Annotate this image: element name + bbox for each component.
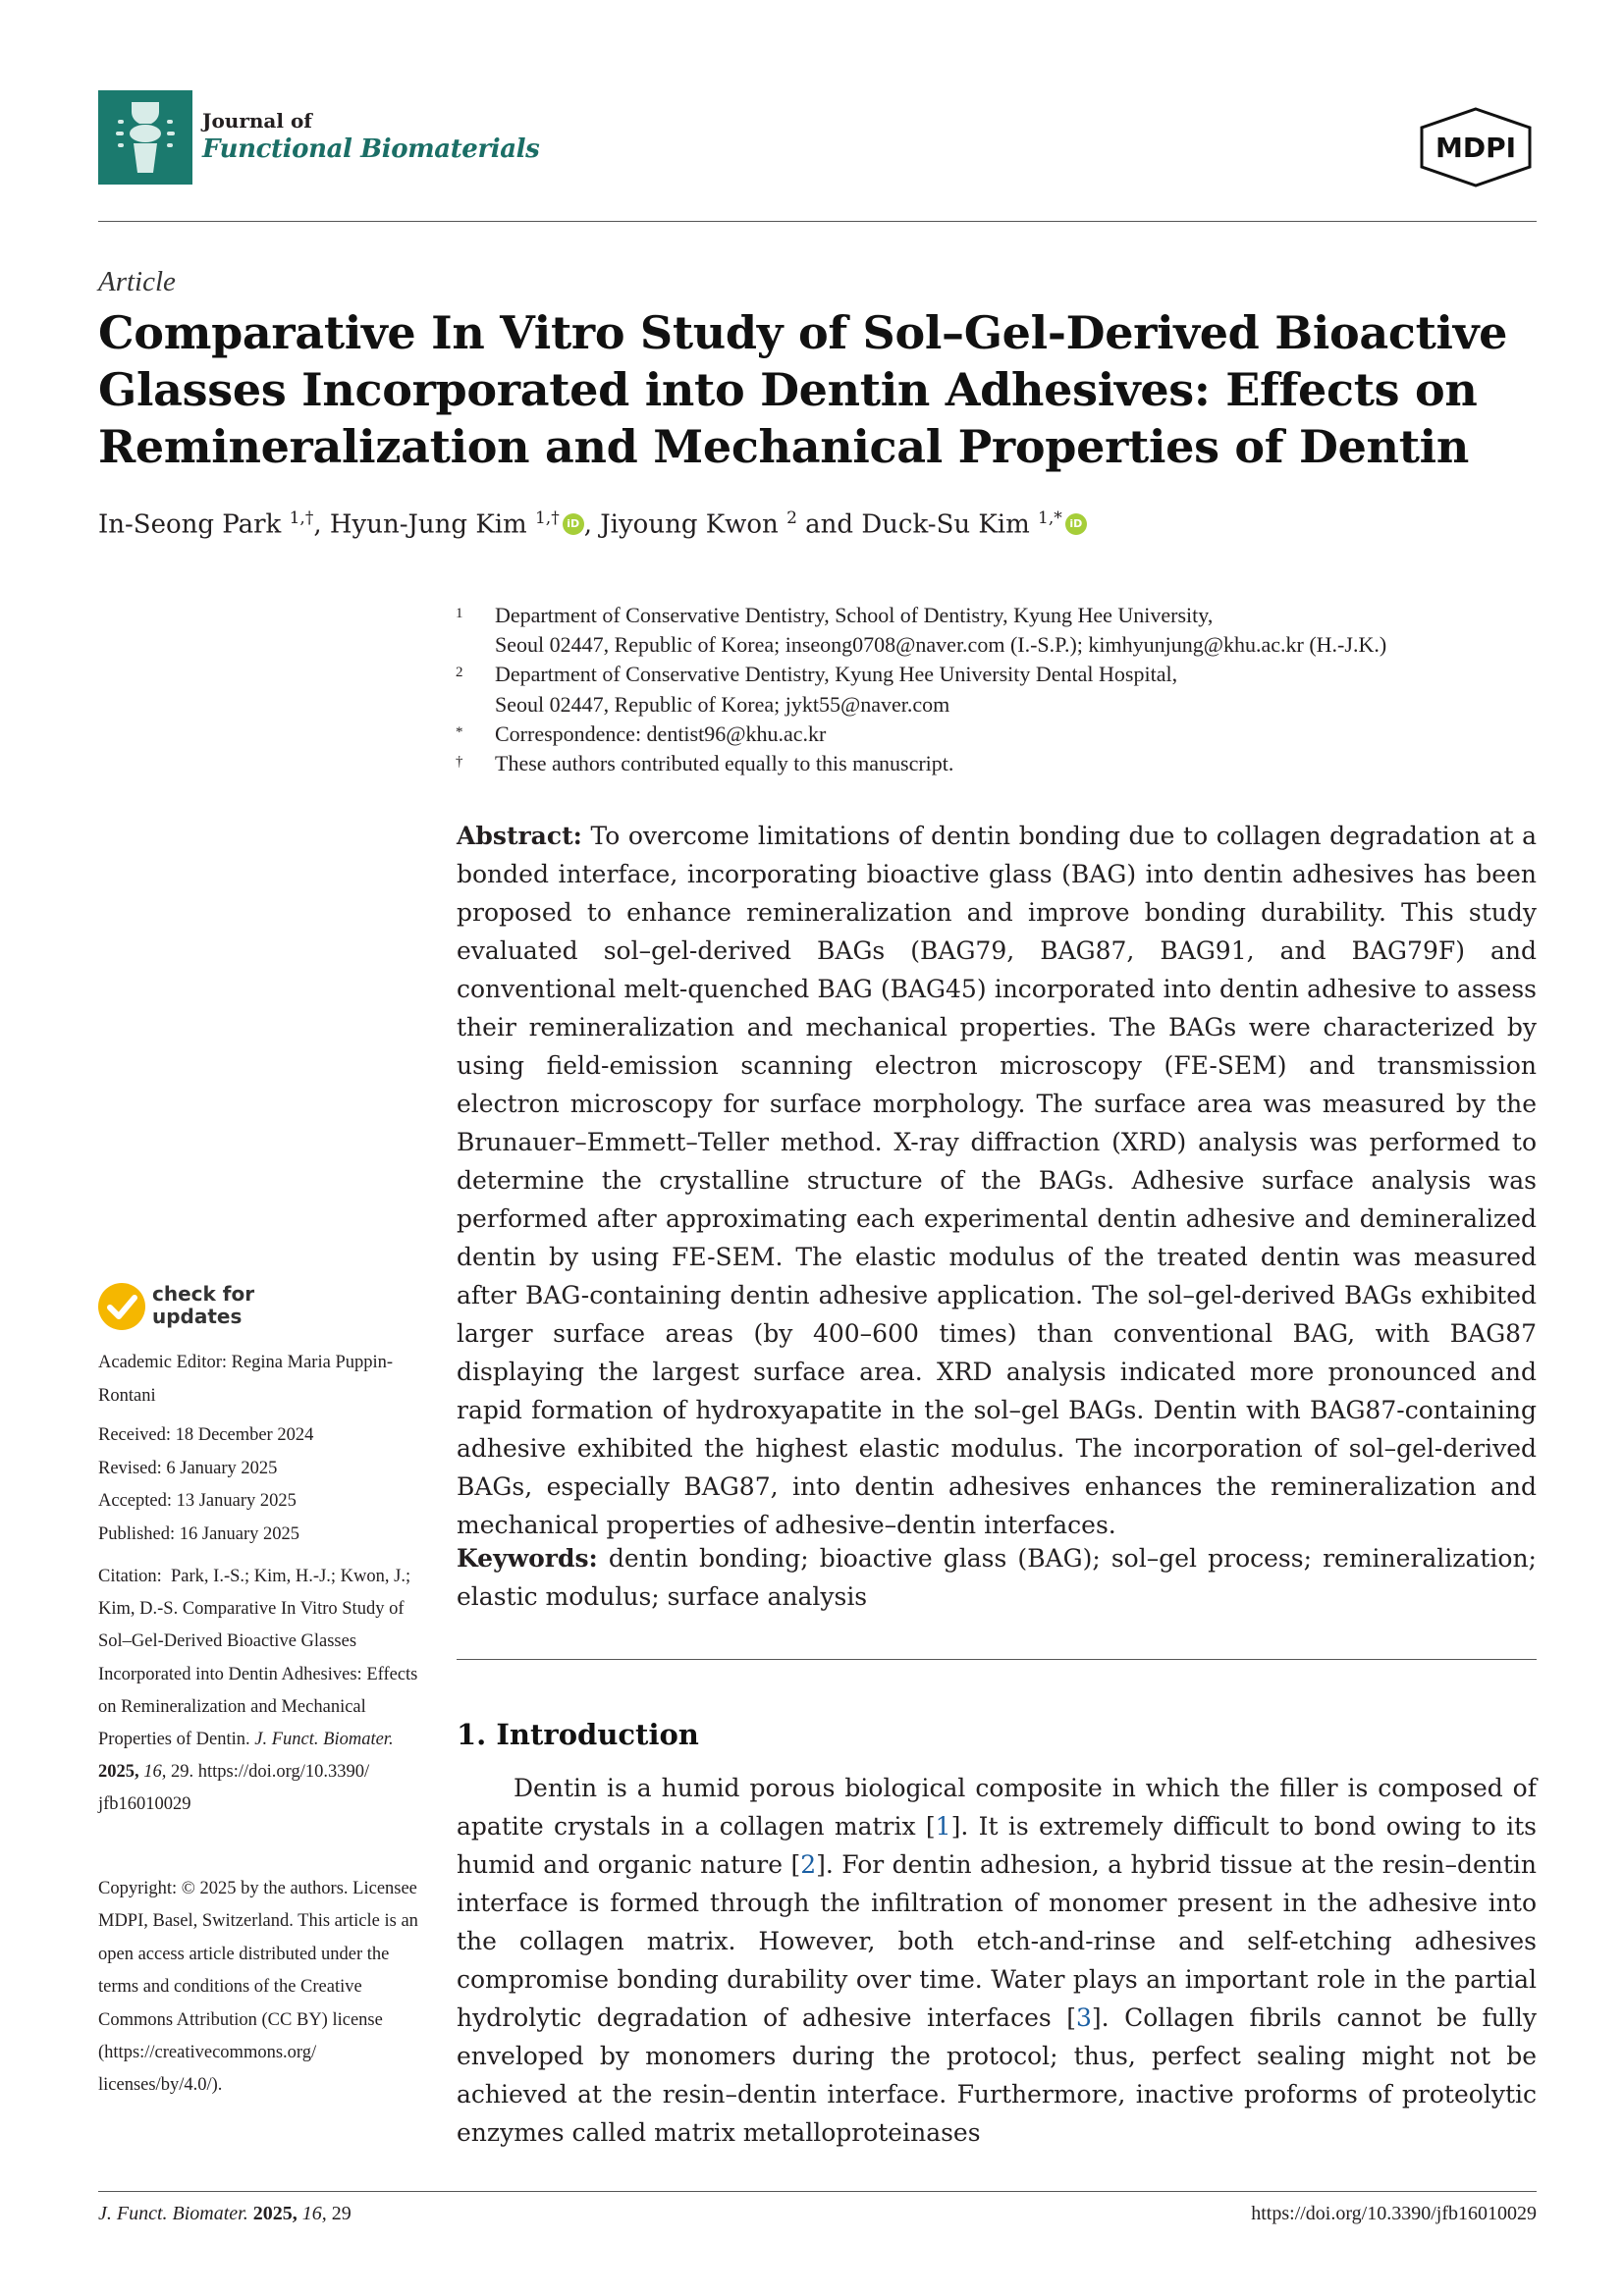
citation-journal: J. Funct. Biomater. <box>254 1730 394 1750</box>
author-affiliation-mark: 1,† <box>534 508 560 528</box>
keywords <box>457 1539 1537 1616</box>
citation <box>98 1561 422 1822</box>
equal-contribution-note <box>454 749 1534 778</box>
journal-name-line2: Functional Biomaterials <box>202 134 540 164</box>
accepted-date: Accepted: 13 January 2025 <box>98 1491 297 1511</box>
affiliations <box>454 601 1534 778</box>
journal-name-line1: Journal of <box>202 109 312 133</box>
abstract-divider <box>457 1659 1537 1660</box>
author-affiliation-mark: 2 <box>786 508 797 528</box>
mdpi-logo-icon <box>1414 106 1538 188</box>
citation-doi[interactable]: 29. https://doi.org/10.3390/ jfb16010029 <box>98 1762 370 1815</box>
check-for-updates-icon[interactable] <box>98 1283 145 1330</box>
paragraph-text: ]. For dentin adhesion, a hybrid tissue at the resin–dentin interface is formed through the infiltration of monomer present in the adhesive into the collagen matrix. However, both etch-and-rinse and self-etching adhesives compromise bonding durability over time. Water plays an important role in the partial hydrolytic degradation of adhesive interfaces [ <box>457 1850 1537 2032</box>
author-affiliation-mark: 1,† <box>289 508 314 528</box>
journal-logo <box>98 90 192 185</box>
author-name: Jiyoung Kwon <box>600 509 779 540</box>
author-name: Hyun-Jung Kim <box>329 509 527 540</box>
correspondence-line: Correspondence: dentist96@khu.ac.kr <box>495 721 827 746</box>
citation-year: 2025, <box>98 1762 139 1783</box>
section-heading: 1. Introduction <box>457 1718 699 1751</box>
reference-link[interactable]: 2 <box>800 1850 817 1879</box>
author-separator: , <box>313 509 330 540</box>
equal-contribution-line: These authors contributed equally to this manuscript. <box>495 751 954 776</box>
author-list <box>98 508 1375 540</box>
affiliation-mark: 2 <box>456 665 463 681</box>
check-updates-label[interactable]: check for <box>152 1282 255 1306</box>
affiliation-line: Seoul 02447, Republic of Korea; jykt55@naver.com <box>495 691 950 717</box>
footer-doi-link[interactable]: https://doi.org/10.3390/jfb16010029 <box>1251 2203 1537 2224</box>
affiliation-line: Department of Conservative Dentistry, Kyung Hee University Dental Hospital, <box>495 662 1178 687</box>
keywords-text: dentin bonding; bioactive glass (BAG); sol–gel process; remineralization; elastic modulus; surface analysis <box>457 1544 1537 1611</box>
footer-journal-ref <box>98 2203 352 2225</box>
check-updates-label[interactable]: updates <box>152 1305 243 1328</box>
affiliation-mark: † <box>456 754 463 771</box>
paragraph-text: ]. Collagen fibrils cannot be fully enveloped by monomers during the protocol; thus, perfect sealing might not be achieved at the resin–dentin interface. Furthermore, inactive proforms of proteolytic enzymes called matrix metalloproteinases <box>457 2003 1537 2147</box>
footer-volume: 16, <box>301 2203 327 2224</box>
received-date: Received: 18 December 2024 <box>98 1425 314 1445</box>
publisher-name: MDPI <box>1435 132 1517 164</box>
author-affiliation-mark: 1,* <box>1038 508 1062 528</box>
footer-journal: J. Funct. Biomater. <box>98 2203 248 2224</box>
footer-divider <box>98 2191 1537 2192</box>
article-type: Article <box>98 266 176 297</box>
author-name: Duck-Su Kim <box>861 509 1030 540</box>
correspondence-item <box>454 720 1534 749</box>
academic-editor: Academic Editor: Regina Maria Puppin-Rontani <box>98 1353 394 1406</box>
orcid-icon[interactable]: iD <box>563 513 584 535</box>
joint-icon <box>98 90 192 185</box>
abstract-label: Abstract: <box>457 822 582 850</box>
published-date: Published: 16 January 2025 <box>98 1523 300 1544</box>
affiliation-item <box>454 601 1534 660</box>
footer-page: 29 <box>331 2203 352 2224</box>
paragraph-text: Dentin is a humid porous biological composite in which the filler is composed of apatite crystals in a collagen matrix [ <box>457 1774 1537 1841</box>
article-title: Comparative In Vitro Study of Sol–Gel-Derived Bioactive Glasses Incorporated into Dentin Adhesives: Effects on Remineralization and Mechanical Properties of Dentin <box>98 306 1508 473</box>
author-name: In-Seong Park <box>98 509 282 540</box>
affiliation-mark: 1 <box>456 606 463 621</box>
citation-label: Citation: <box>98 1567 162 1586</box>
citation-text: Park, I.-S.; Kim, H.-J.; Kwon, J.; Kim, D.-S. Comparative In Vitro Study of Sol–Gel-Derived Bioactive Glasses Incorporated into Dentin Adhesives: Effects on Remineralization and Mechanical Properties of Dentin. <box>98 1567 418 1750</box>
introduction-paragraph <box>457 1769 1537 2152</box>
reference-link[interactable]: 1 <box>935 1812 951 1841</box>
author-separator: , <box>583 509 601 540</box>
copyright-notice: Copyright: © 2025 by the authors. Licensee MDPI, Basel, Switzerland. This article is an open access article distributed under the terms and conditions of the Creative Commons Attribution (CC BY) license (https://creativecommons.org/ licenses/by/4.0/). <box>98 1879 418 2096</box>
revised-date: Revised: 6 January 2025 <box>98 1458 278 1478</box>
citation-volume: 16, <box>143 1762 167 1783</box>
orcid-icon[interactable]: iD <box>1065 513 1087 535</box>
author-separator: and <box>796 509 862 540</box>
keywords-label: Keywords: <box>457 1544 598 1573</box>
abstract <box>457 817 1537 1544</box>
header-divider <box>98 221 1537 222</box>
reference-link[interactable]: 3 <box>1075 2003 1092 2032</box>
footer-year: 2025, <box>252 2203 298 2224</box>
affiliation-mark: * <box>456 723 463 740</box>
abstract-text: To overcome limitations of dentin bonding due to collagen degradation at a bonded interface, incorporating bioactive glass (BAG) into dentin adhesives has been proposed to enhance remineralization and improve bonding durability. This study evaluated sol–gel-derived BAGs (BAG79, BAG87, BAG91, and BAG79F) and conventional melt-quenched BAG (BAG45) incorporated into dentin adhesive to assess their remineralization and mechanical properties. The BAGs were characterized by using field-emission scanning electron microscopy (FE-SEM) and transmission electron microscopy for surface morphology. The surface area was measured by the Brunauer–Emmett–Teller method. X-ray diffraction (XRD) analysis was performed to determine the crystalline structure of the BAGs. Adhesive surface analysis was performed after approximating each experimental dentin adhesive and demineralized dentin by using FE-SEM. The elastic modulus of the treated dentin was measured after BAG-containing dentin adhesive application. The sol–gel-derived BAGs exhibited larger surface areas (by 400–600 times) than conventional BAG, with BAG87 displaying the largest surface area. XRD analysis indicated more pronounced and rapid formation of hydroxyapatite in the sol–gel BAGs. Dentin with BAG87-containing adhesive exhibited the highest elastic modulus. The incorporation of sol–gel-derived BAGs, especially BAG87, into dentin adhesives enhances the remineralization and mechanical properties of adhesive–dentin interfaces. <box>457 822 1537 1539</box>
affiliation-line: Department of Conservative Dentistry, School of Dentistry, Kyung Hee University, <box>495 603 1214 627</box>
affiliation-item <box>454 660 1534 719</box>
publisher-logo <box>1414 106 1538 188</box>
publication-dates <box>98 1419 422 1551</box>
paragraph-text: ]. It is extremely difficult to bond owing to its humid and organic nature [ <box>457 1812 1537 1879</box>
affiliation-line: Seoul 02447, Republic of Korea; inseong0708@naver.com (I.-S.P.); kimhyunjung@khu.ac.kr (H.-J.K.) <box>495 632 1387 658</box>
